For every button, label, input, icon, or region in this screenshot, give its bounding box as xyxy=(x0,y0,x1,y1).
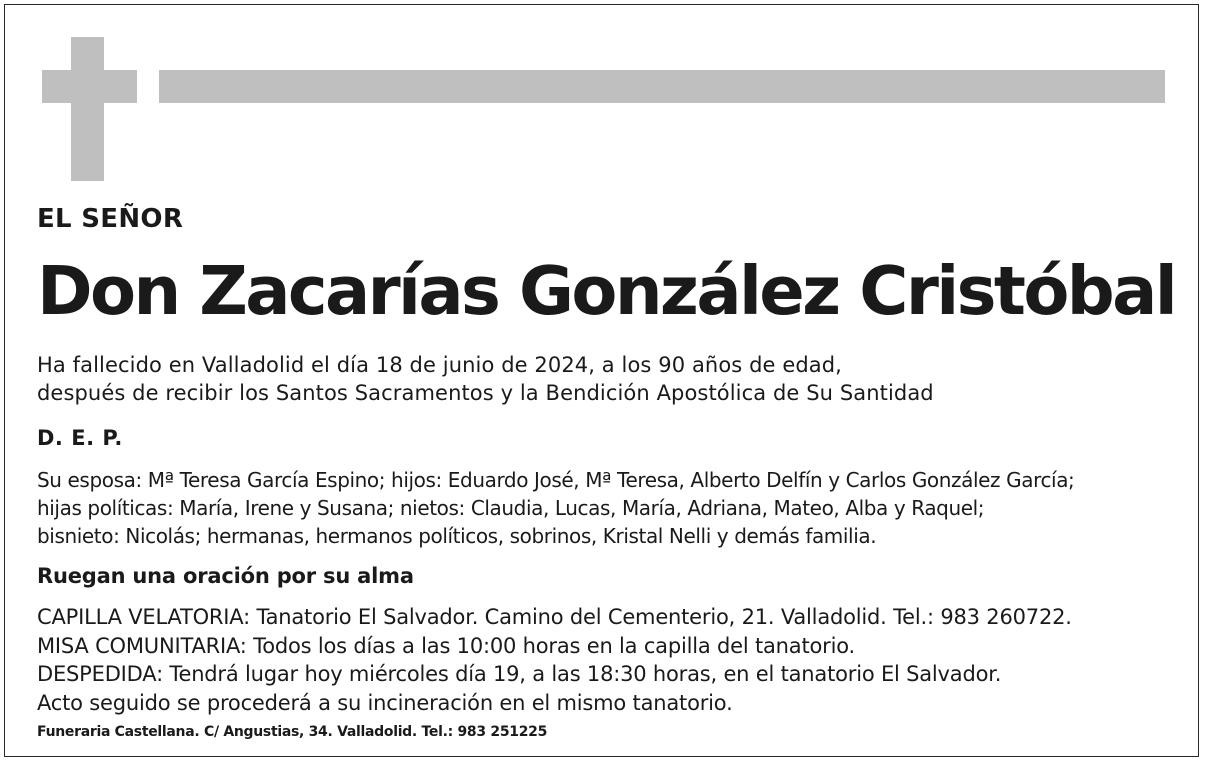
family-line-3: bisnieto: Nicolás; hermanas, hermanos políticos, sobrinos, Kristal Nelli y demás familia. xyxy=(37,524,877,548)
deceased-name: Don Zacarías González Cristóbal xyxy=(37,252,1176,330)
honorific-label: EL SEÑOR xyxy=(37,204,184,234)
service-line-mass: MISA COMUNITARIA: Todos los días a las 10:00 horas en la capilla del tanatorio. xyxy=(37,633,855,658)
family-line-1: Su esposa: Mª Teresa García Espino; hijos: Eduardo José, Mª Teresa, Alberto Delfín y Carlos González García; xyxy=(37,468,1075,492)
rip-label: D. E. P. xyxy=(37,426,123,450)
services-info xyxy=(37,603,1072,717)
service-line-farewell: DESPEDIDA: Tendrá lugar hoy miércoles día 19, a las 18:30 horas, en el tanatorio El Salvador. xyxy=(37,662,1002,686)
family-line-2: hijas políticas: María, Irene y Susana; nietos: Claudia, Lucas, María, Adriana, Mateo, Alba y Raquel; xyxy=(37,496,985,520)
prayer-request: Ruegan una oración por su alma xyxy=(37,564,414,588)
death-line-1: Ha fallecido en Valladolid el día 18 de junio de 2024, a los 90 años de edad, xyxy=(37,353,842,377)
family-list xyxy=(37,466,1074,550)
header-gray-bar xyxy=(159,70,1165,103)
funeral-home-credit: Funeraria Castellana. C/ Angustias, 34. Valladolid. Tel.: 983 251225 xyxy=(37,724,548,740)
death-announcement xyxy=(37,351,934,407)
death-line-2: después de recibir los Santos Sacramentos y la Bendición Apostólica de Su Santidad xyxy=(37,381,934,405)
cross-icon-vertical-bar xyxy=(71,37,104,181)
service-line-cremation: Acto seguido se procederá a su incineración en el mismo tanatorio. xyxy=(37,690,733,715)
service-line-chapel: CAPILLA VELATORIA: Tanatorio El Salvador. Camino del Cementerio, 21. Valladolid. Tel.: 983 260722. xyxy=(37,605,1072,629)
cross-icon-horizontal-bar xyxy=(42,70,137,103)
